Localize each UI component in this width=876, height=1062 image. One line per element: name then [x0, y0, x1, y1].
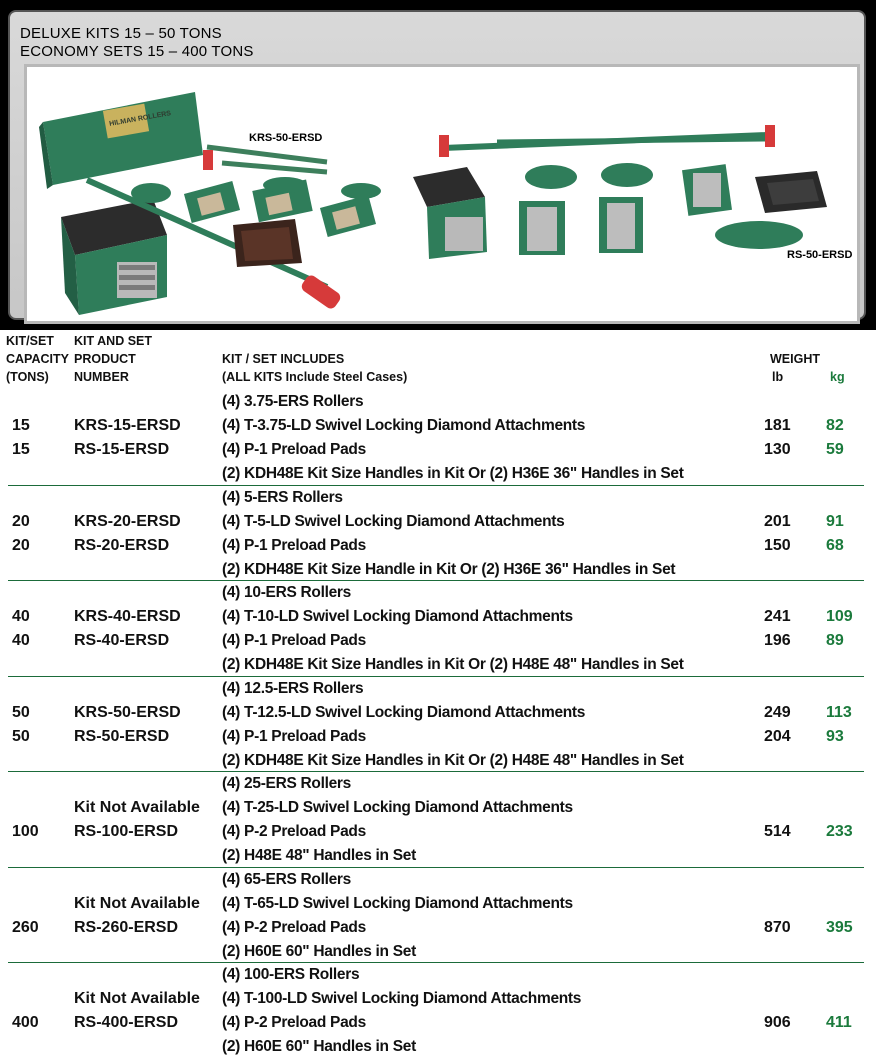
weight-kg-cell: 82	[826, 417, 844, 434]
product-number-cell: RS-50-ERSD	[74, 727, 170, 745]
table-row-group	[0, 772, 876, 868]
includes-line: (2) H60E 60" Handles in Set	[222, 1038, 416, 1055]
header-lb: lb	[772, 370, 784, 384]
weight-lb-cell: 870	[764, 918, 791, 936]
product-number-cell: RS-20-ERSD	[74, 536, 170, 554]
capacity-cell: 40	[12, 632, 30, 649]
includes-line: (4) P-2 Preload Pads	[222, 918, 366, 936]
table-row-group	[0, 677, 876, 773]
capacity-cell: 50	[12, 727, 30, 745]
weight-kg-cell: 91	[826, 512, 844, 530]
weight-kg-cell: 233	[826, 823, 853, 840]
includes-line: (2) H48E 48" Handles in Set	[222, 847, 416, 864]
weight-lb-cell: 249	[764, 703, 791, 721]
includes-line: (4) 3.75-ERS Rollers	[222, 393, 364, 410]
table-row-group	[0, 390, 876, 486]
product-number-cell: KRS-40-ERSD	[74, 608, 181, 625]
weight-lb-cell: 514	[764, 823, 791, 840]
includes-line: (4) P-2 Preload Pads	[222, 823, 366, 840]
table-row-group	[0, 963, 876, 1059]
product-photo	[24, 64, 860, 324]
table-row-group	[0, 581, 876, 677]
product-number-cell: RS-40-ERSD	[74, 632, 170, 649]
product-number-cell: KRS-20-ERSD	[74, 512, 181, 530]
product-number-cell: Kit Not Available	[74, 894, 200, 912]
includes-line: (4) T-65-LD Swivel Locking Diamond Attachments	[222, 894, 573, 912]
includes-line: (4) T-100-LD Swivel Locking Diamond Attachments	[222, 990, 582, 1007]
capacity-cell: 100	[12, 823, 39, 840]
kit-case	[39, 92, 203, 189]
header-product: KIT AND SET PRODUCT NUMBER	[74, 334, 153, 384]
capacity-cell: 40	[12, 608, 30, 625]
weight-kg-cell: 109	[826, 608, 853, 625]
photo-label-krs: KRS-50-ERSD	[249, 132, 323, 144]
capacity-cell: 400	[12, 1014, 39, 1031]
includes-line: (4) 5-ERS Rollers	[222, 488, 343, 506]
header-includes: KIT / SET INCLUDES (ALL KITS Include Steel Cases)	[222, 352, 408, 384]
table-row-group	[0, 868, 876, 964]
weight-lb-cell: 204	[764, 727, 791, 745]
weight-kg-cell: 68	[826, 536, 844, 554]
weight-kg-cell: 59	[826, 441, 844, 458]
header-kg: kg	[830, 370, 845, 384]
product-number-cell: Kit Not Available	[74, 990, 200, 1007]
includes-line: (4) 10-ERS Rollers	[222, 584, 351, 601]
includes-line: (4) P-1 Preload Pads	[222, 727, 366, 745]
photo-label-rs: RS-50-ERSD	[787, 249, 853, 261]
weight-lb-cell: 181	[764, 417, 791, 434]
weight-lb-cell: 241	[764, 608, 791, 625]
includes-line: (2) H60E 60" Handles in Set	[222, 942, 416, 960]
includes-line: (4) P-1 Preload Pads	[222, 632, 366, 649]
includes-line: (2) KDH48E Kit Size Handle in Kit Or (2) H36E 36" Handles in Set	[222, 560, 676, 578]
handle-grip	[299, 273, 342, 311]
weight-kg-cell: 395	[826, 918, 853, 936]
spec-table	[0, 330, 876, 1062]
panel-title	[20, 25, 254, 61]
header-capacity: KIT/SET CAPACITY (TONS)	[6, 334, 69, 384]
includes-line: (4) T-3.75-LD Swivel Locking Diamond Attachments	[222, 417, 586, 434]
capacity-cell: 20	[12, 536, 30, 554]
includes-line: (2) KDH48E Kit Size Handles in Kit Or (2) H48E 48" Handles in Set	[222, 656, 684, 673]
header-panel	[8, 10, 866, 320]
product-number-cell: Kit Not Available	[74, 799, 200, 816]
includes-line: (4) P-1 Preload Pads	[222, 441, 366, 458]
product-number-cell: RS-100-ERSD	[74, 823, 179, 840]
product-number-cell: KRS-50-ERSD	[74, 703, 181, 721]
weight-kg-cell: 113	[826, 703, 852, 721]
weight-lb-cell: 906	[764, 1014, 791, 1031]
includes-line: (4) 100-ERS Rollers	[222, 966, 360, 983]
panel-title-line2: ECONOMY SETS 15 – 400 TONS	[20, 43, 254, 60]
capacity-cell: 20	[12, 512, 30, 530]
includes-line: (4) P-1 Preload Pads	[222, 536, 366, 554]
weight-lb-cell: 196	[764, 632, 791, 649]
includes-line: (2) KDH48E Kit Size Handles in Kit Or (2) H48E 48" Handles in Set	[222, 751, 684, 769]
capacity-cell: 260	[12, 918, 39, 936]
weight-lb-cell: 201	[764, 512, 791, 530]
weight-lb-cell: 150	[764, 536, 791, 554]
capacity-cell: 50	[12, 703, 30, 721]
product-number-cell: KRS-15-ERSD	[74, 417, 181, 434]
capacity-cell: 15	[12, 417, 30, 434]
includes-line: (4) 25-ERS Rollers	[222, 775, 351, 792]
includes-line: (4) T-5-LD Swivel Locking Diamond Attachments	[222, 512, 565, 530]
includes-line: (4) 65-ERS Rollers	[222, 870, 351, 888]
includes-line: (4) T-12.5-LD Swivel Locking Diamond Attachments	[222, 703, 586, 721]
skate-large-right	[413, 167, 487, 259]
weight-kg-cell: 93	[826, 727, 844, 745]
weight-lb-cell: 130	[764, 441, 791, 458]
table-row-group	[0, 486, 876, 582]
panel-title-line1: DELUXE KITS 15 – 50 TONS	[20, 25, 222, 42]
product-number-cell: RS-400-ERSD	[74, 1014, 179, 1031]
header-weight: WEIGHT	[770, 352, 820, 366]
product-number-cell: RS-260-ERSD	[74, 918, 179, 936]
weight-kg-cell: 89	[826, 632, 844, 649]
weight-kg-cell: 411	[826, 1014, 852, 1031]
includes-line: (2) KDH48E Kit Size Handles in Kit Or (2) H36E 36" Handles in Set	[222, 465, 684, 482]
capacity-cell: 15	[12, 441, 30, 458]
includes-line: (4) T-25-LD Swivel Locking Diamond Attachments	[222, 799, 573, 816]
includes-line: (4) 12.5-ERS Rollers	[222, 679, 364, 697]
includes-line: (4) T-10-LD Swivel Locking Diamond Attachments	[222, 608, 573, 625]
product-number-cell: RS-15-ERSD	[74, 441, 170, 458]
product-illustration	[27, 67, 857, 321]
case-logo: HILMAN ROLLERS	[108, 110, 172, 128]
skate-large-left	[61, 199, 167, 315]
includes-line: (4) P-2 Preload Pads	[222, 1014, 366, 1031]
